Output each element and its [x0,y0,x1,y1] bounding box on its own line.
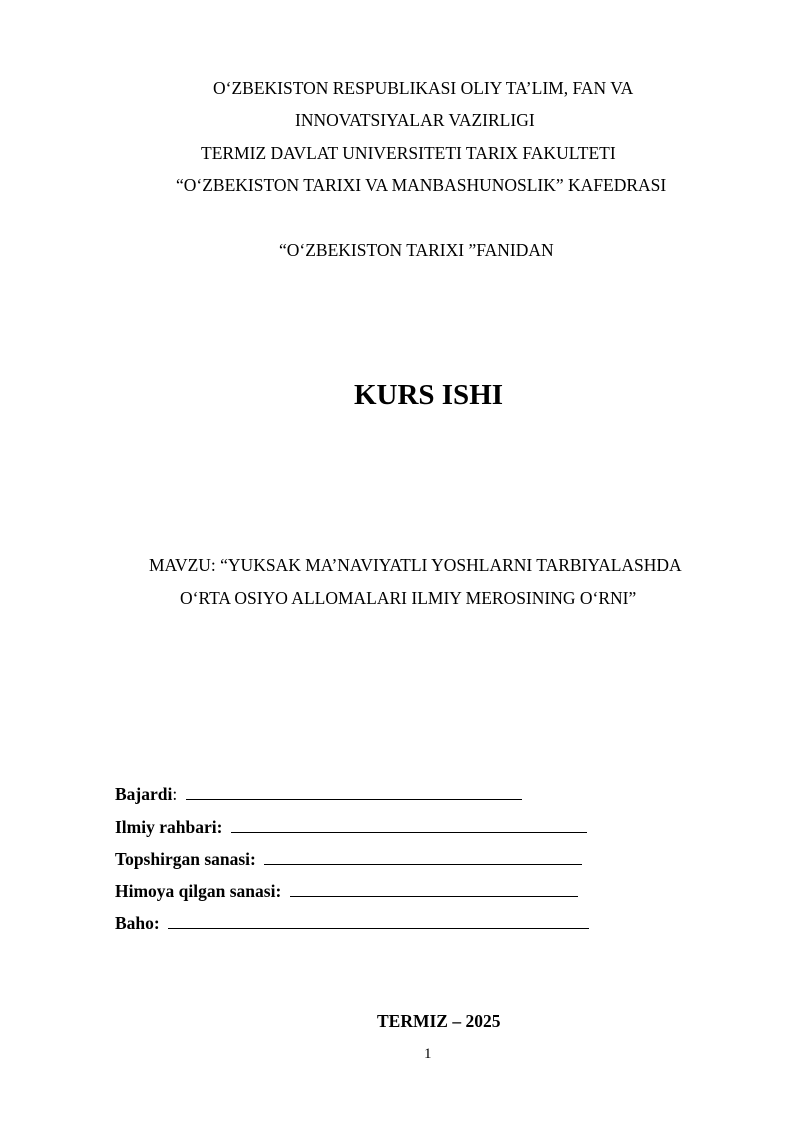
rahbar-blank-line [231,818,587,833]
himoya-blank-line [290,882,578,897]
field-rahbar-label: Ilmiy rahbari: [115,817,223,837]
university-faculty-line: TERMIZ DAVLAT UNIVERSITETI TARIX FAKULTETI [201,143,616,163]
city-year: TERMIZ – 2025 [377,1011,501,1031]
bajardi-blank-line [186,785,522,800]
field-himoya-sanasi [115,882,578,901]
topic-line-1: MAVZU: “YUKSAK MA’NAVIYATLI YOSHLARNI TARBIYALASHDA [149,555,682,575]
ministry-line-1: O‘ZBEKISTON RESPUBLIKASI OLIY TA’LIM, FAN VA [213,78,634,98]
topshirgan-blank-line [264,850,582,865]
document-title: KURS ISHI [353,379,504,411]
field-topshirgan-label: Topshirgan sanasi: [115,849,256,869]
field-bajardi-label: Bajardi [115,784,173,804]
topic-line-2: O‘RTA OSIYO ALLOMALARI ILMIY MEROSINING O‘RNI” [180,588,637,608]
field-ilmiy-rahbari [115,818,587,837]
field-baho-label: Baho: [115,913,160,933]
ministry-line-2: INNOVATSIYALAR VAZIRLIGI [295,110,535,130]
field-baho [115,914,589,933]
field-topshirgan-sanasi [115,850,582,869]
field-bajardi [115,785,522,804]
field-bajardi-colon: : [172,784,178,804]
field-himoya-label: Himoya qilgan sanasi: [115,881,282,901]
page-number: 1 [424,1046,432,1062]
subject-line: “O‘ZBEKISTON TARIXI ”FANIDAN [279,240,554,260]
baho-blank-line [168,914,589,929]
department-line: “O‘ZBEKISTON TARIXI VA MANBASHUNOSLIK” KAFEDRASI [176,175,667,195]
